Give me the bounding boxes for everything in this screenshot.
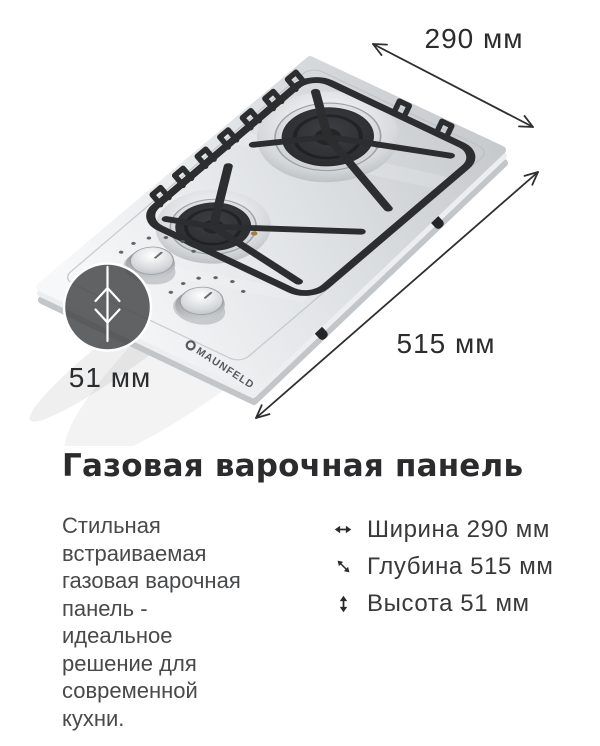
spec-row-depth bbox=[333, 548, 553, 585]
spec-row-width bbox=[333, 511, 553, 548]
width-dimension-label: 290 мм bbox=[424, 23, 524, 54]
spec-label: Глубина 515 мм bbox=[367, 552, 554, 580]
product-description: Стильная встраиваемая газовая варочная панель - идеальное решение для современной кухни. bbox=[62, 513, 241, 731]
specs-list bbox=[333, 511, 553, 622]
height-arrow-icon bbox=[333, 595, 353, 613]
brand-logo-text: MAUNFELD bbox=[193, 345, 257, 392]
height-dimension-label: 51 мм bbox=[68, 362, 152, 393]
depth-arrow-icon bbox=[333, 559, 353, 574]
spec-row-height bbox=[333, 585, 553, 622]
height-badge bbox=[64, 264, 151, 351]
spec-label: Высота 51 мм bbox=[367, 589, 530, 617]
depth-dimension-label: 515 мм bbox=[396, 328, 496, 359]
width-arrow-icon bbox=[333, 524, 353, 535]
page-title: Газовая варочная панель bbox=[62, 448, 524, 484]
spec-label: Ширина 290 мм bbox=[367, 515, 550, 543]
